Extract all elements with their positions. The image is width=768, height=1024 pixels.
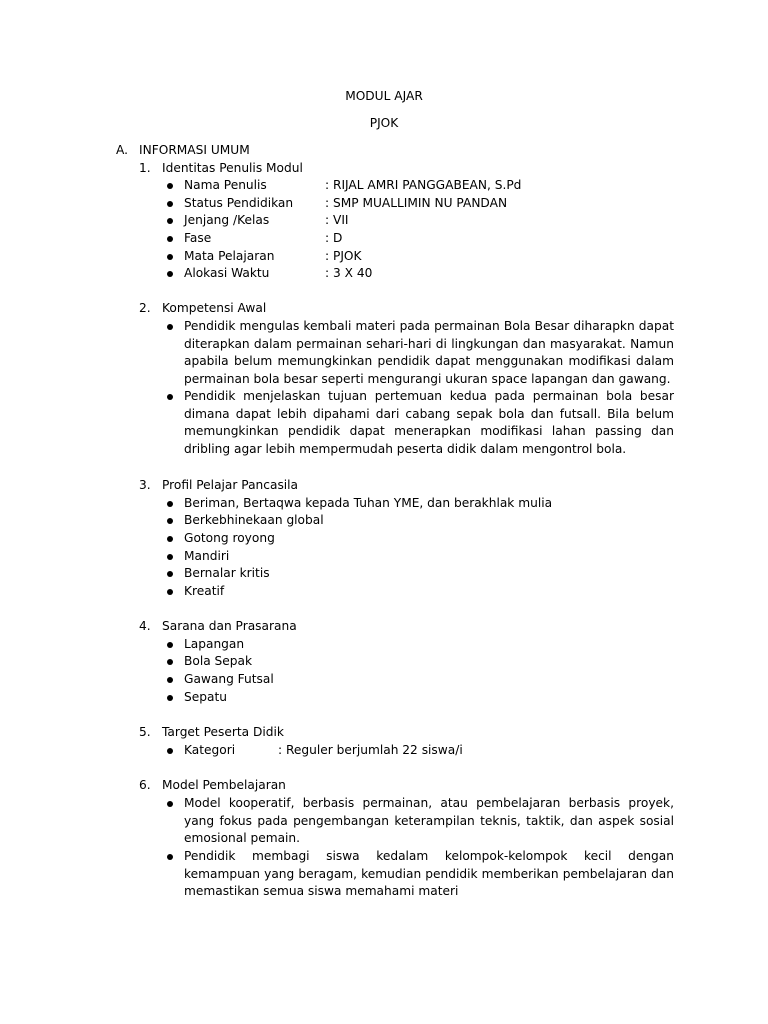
bullet-paragraph: Pendidik membagi siswa kedalam kelompok-kelompok kecil dengan kemampuan yang beragam, kemudian pendidik memberikan pembelajaran dan memastikan semua siswa memahami materi [184, 849, 674, 899]
document-title: MODUL AJAR [345, 89, 423, 103]
subsection-number: 5. [139, 725, 151, 739]
bullet-icon [167, 695, 173, 701]
bullet-icon [167, 501, 173, 507]
field-value: : D [325, 231, 343, 245]
subsection-number: 3. [139, 478, 151, 492]
bullet-icon [167, 236, 173, 242]
bullet-icon [167, 324, 173, 330]
bullet-icon [167, 218, 173, 224]
subsection-number: 6. [139, 778, 151, 792]
bullet-icon [167, 589, 173, 595]
bullet-paragraph: Pendidik mengulas kembali materi pada permainan Bola Besar diharapkn dapat diterapkan dalam permainan sehari-hari di lingkungan dan masyarakat. Namun apabila belum memungkinkan pendidik dapat menggunakan modifikasi dalam permainan bola besar seperti mengurangi ukuran space lapangan dan gawang. [184, 319, 674, 386]
bullet-icon [167, 571, 173, 577]
field-value: : VII [325, 213, 349, 227]
subsection-number: 2. [139, 301, 151, 315]
bullet-icon [167, 854, 173, 860]
field-label: Nama Penulis [184, 178, 267, 192]
list-item: Mandiri [184, 549, 230, 563]
field-label: Kategori [184, 743, 236, 757]
subsection-title: Identitas Penulis Modul [162, 161, 303, 175]
bullet-icon [167, 748, 173, 754]
field-label: Alokasi Waktu [184, 266, 270, 280]
field-value: : PJOK [325, 249, 362, 263]
section-title: INFORMASI UMUM [139, 143, 250, 157]
list-item: Bernalar kritis [184, 566, 270, 580]
subsection-title: Sarana dan Prasarana [162, 619, 297, 633]
bullet-icon [167, 201, 173, 207]
bullet-icon [167, 659, 173, 665]
subsection-number: 4. [139, 619, 151, 633]
bullet-icon [167, 394, 173, 400]
list-item: Gawang Futsal [184, 672, 274, 686]
bullet-icon [167, 677, 173, 683]
bullet-icon [167, 801, 173, 807]
field-label: Fase [184, 231, 212, 245]
list-item: Beriman, Bertaqwa kepada Tuhan YME, dan berakhlak mulia [184, 496, 553, 510]
document-subtitle: PJOK [369, 116, 399, 130]
list-item: Lapangan [184, 637, 245, 651]
bullet-icon [167, 254, 173, 260]
bullet-icon [167, 183, 173, 189]
subsection-title: Target Peserta Didik [162, 725, 284, 739]
bullet-icon [167, 554, 173, 560]
field-label: Mata Pelajaran [184, 249, 275, 263]
bullet-icon [167, 536, 173, 542]
field-value: : RIJAL AMRI PANGGABEAN, S.Pd [325, 178, 522, 192]
list-item: Kreatif [184, 584, 225, 598]
list-item: Sepatu [184, 690, 227, 704]
bullet-paragraph: Pendidik menjelaskan tujuan pertemuan kedua pada permainan bola besar dimana dapat lebih dipahami dari cabang sepak bola dan futsall. Bila belum memungkinkan pendidik dapat menerapkan modifikasi lahan passing dan dribling agar lebih mempermudah peserta didik dalam mengontrol bola. [184, 389, 674, 456]
subsection-title: Model Pembelajaran [162, 778, 286, 792]
field-value: : Reguler berjumlah 22 siswa/i [278, 743, 463, 757]
list-item: Bola Sepak [184, 654, 253, 668]
bullet-icon [167, 642, 173, 648]
subsection-title: Kompetensi Awal [162, 301, 267, 315]
bullet-icon [167, 518, 173, 524]
subsection-number: 1. [139, 161, 151, 175]
list-item: Gotong royong [184, 531, 275, 545]
field-value: : SMP MUALLIMIN NU PANDAN [325, 196, 508, 210]
bullet-icon [167, 271, 173, 277]
subsection-title: Profil Pelajar Pancasila [162, 478, 299, 492]
section-letter: A. [116, 143, 128, 157]
field-label: Status Pendidikan [184, 196, 294, 210]
bullet-paragraph: Model kooperatif, berbasis permainan, atau pembelajaran berbasis proyek, yang fokus pada pengembangan keterampilan teknis, taktik, dan aspek sosial emosional pemain. [184, 796, 674, 846]
list-item: Berkebhinekaan global [184, 513, 324, 527]
field-label: Jenjang /Kelas [184, 213, 270, 227]
field-value: : 3 X 40 [325, 266, 373, 280]
